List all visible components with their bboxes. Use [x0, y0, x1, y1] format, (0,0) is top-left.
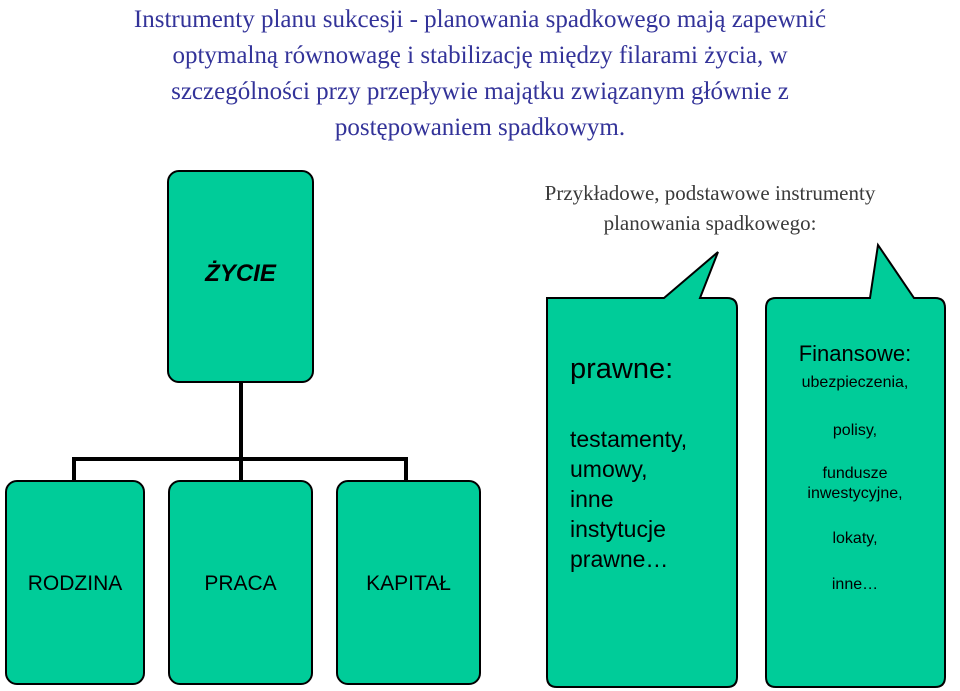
legal-item: umowy, [570, 456, 648, 482]
financial-item: inne… [831, 576, 879, 593]
title-line-2: optymalną równowagę i stabilizację między filarami życia, w [172, 42, 788, 69]
caption-line-2: planowania spadkowego: [603, 211, 817, 235]
legal-item: prawne… [570, 546, 669, 572]
legal-item: inne [570, 486, 614, 512]
financial-item: lokaty, [832, 530, 878, 547]
child-node-label: PRACA [204, 572, 277, 595]
title-line-3: szczególności przy przepływie majątku związanym głównie z [171, 78, 789, 105]
legal-instruments [570, 352, 687, 574]
caption-line-1: Przykładowe, podstawowe instrumenty [544, 181, 876, 205]
financial-item: polisy, [832, 422, 878, 439]
child-node-label: KAPITAŁ [366, 572, 451, 595]
legal-item: testamenty, [570, 426, 688, 452]
legal-item: instytucje [570, 516, 666, 542]
financial-item: inwestycyjne, [807, 485, 903, 502]
financial-instruments [766, 340, 944, 596]
root-node-label: ŻYCIE [205, 260, 276, 287]
financial-heading: Finansowe: [798, 341, 912, 366]
title-line-4: postępowaniem spadkowym. [334, 114, 626, 141]
financial-item: fundusze [822, 465, 888, 482]
financial-item: ubezpieczenia, [801, 374, 909, 391]
legal-heading: prawne: [570, 353, 674, 385]
child-node-label: RODZINA [27, 572, 123, 595]
title-line-1: Instrumenty planu sukcesji - planowania spadkowego mają zapewnić [133, 6, 827, 33]
